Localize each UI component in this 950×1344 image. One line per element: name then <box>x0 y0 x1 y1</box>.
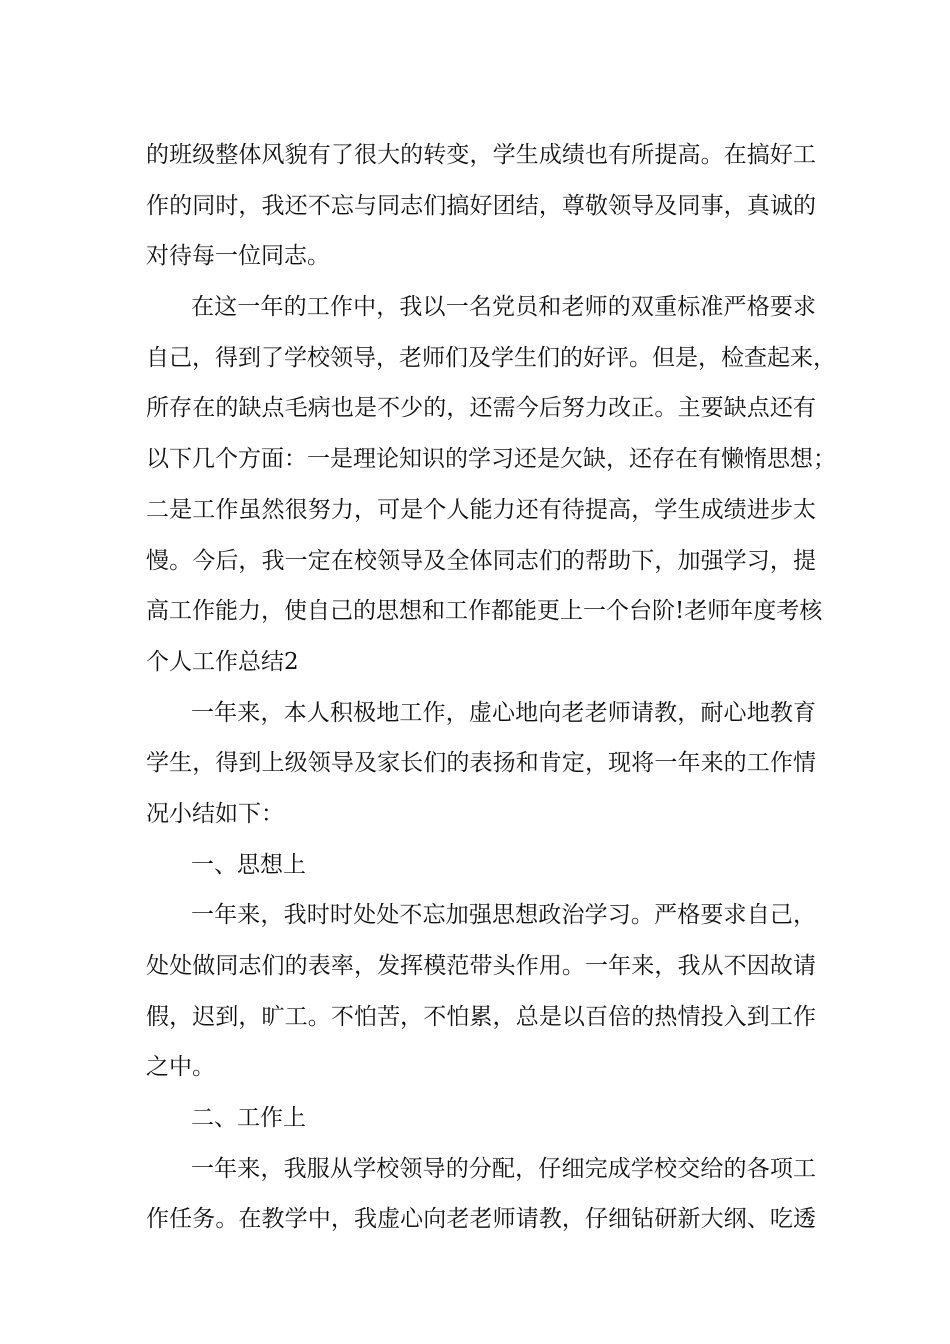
text-line: 二、工作上 <box>191 1105 306 1132</box>
text-line: 一年来，本人积极地工作，虚心地向老老师请教，耐心地教育 <box>191 699 816 726</box>
text-line: 一年来，我时时处处不忘加强思想政治学习。严格要求自己， <box>191 902 816 929</box>
text-line: 学生，得到上级领导及家长们的表扬和肯定，现将一年来的工作情 <box>146 750 816 777</box>
text-line: 以下几个方面：一是理论知识的学习还是欠缺，还存在有懒惰思想； <box>146 446 836 473</box>
text-line: 之中。 <box>146 1054 215 1081</box>
text-line: 作任务。在教学中，我虚心向老老师请教，仔细钻研新大纲、吃透 <box>146 1206 816 1233</box>
text-line: 的班级整体风貌有了很大的转变，学生成绩也有所提高。在搞好工 <box>146 142 816 168</box>
text-line: 一、思想上 <box>191 851 306 878</box>
document-body <box>146 130 836 1245</box>
text-line: 所存在的缺点毛病也是不少的，还需今后努力改正。主要缺点还有 <box>146 395 816 422</box>
text-line: 自己，得到了学校领导，老师们及学生们的好评。但是，检查起来， <box>146 344 836 371</box>
text-line: 个人工作总结2 <box>146 648 299 675</box>
text-line: 况小结如下： <box>146 800 284 827</box>
text-line: 二是工作虽然很努力，可是个人能力还有待提高，学生成绩进步太 <box>146 496 816 523</box>
text-line: 高工作能力，使自己的思想和工作都能更上一个台阶!老师年度考核 <box>146 598 823 625</box>
text-line: 作的同时，我还不忘与同志们搞好团结，尊敬领导及同事，真诚的 <box>146 192 816 219</box>
text-line: 假，迟到，旷工。不怕苦，不怕累，总是以百倍的热情投入到工作 <box>146 1003 816 1030</box>
text-line: 在这一年的工作中，我以一名党员和老师的双重标准严格要求 <box>191 294 816 321</box>
text-line: 一年来，我服从学校领导的分配，仔细完成学校交给的各项工 <box>191 1155 816 1182</box>
text-line: 处处做同志们的表率，发挥模范带头作用。一年来，我从不因故请 <box>146 953 816 979</box>
text-line: 对待每一位同志。 <box>146 243 330 270</box>
text-line: 慢。今后，我一定在校领导及全体同志们的帮助下，加强学习，提 <box>146 547 816 574</box>
